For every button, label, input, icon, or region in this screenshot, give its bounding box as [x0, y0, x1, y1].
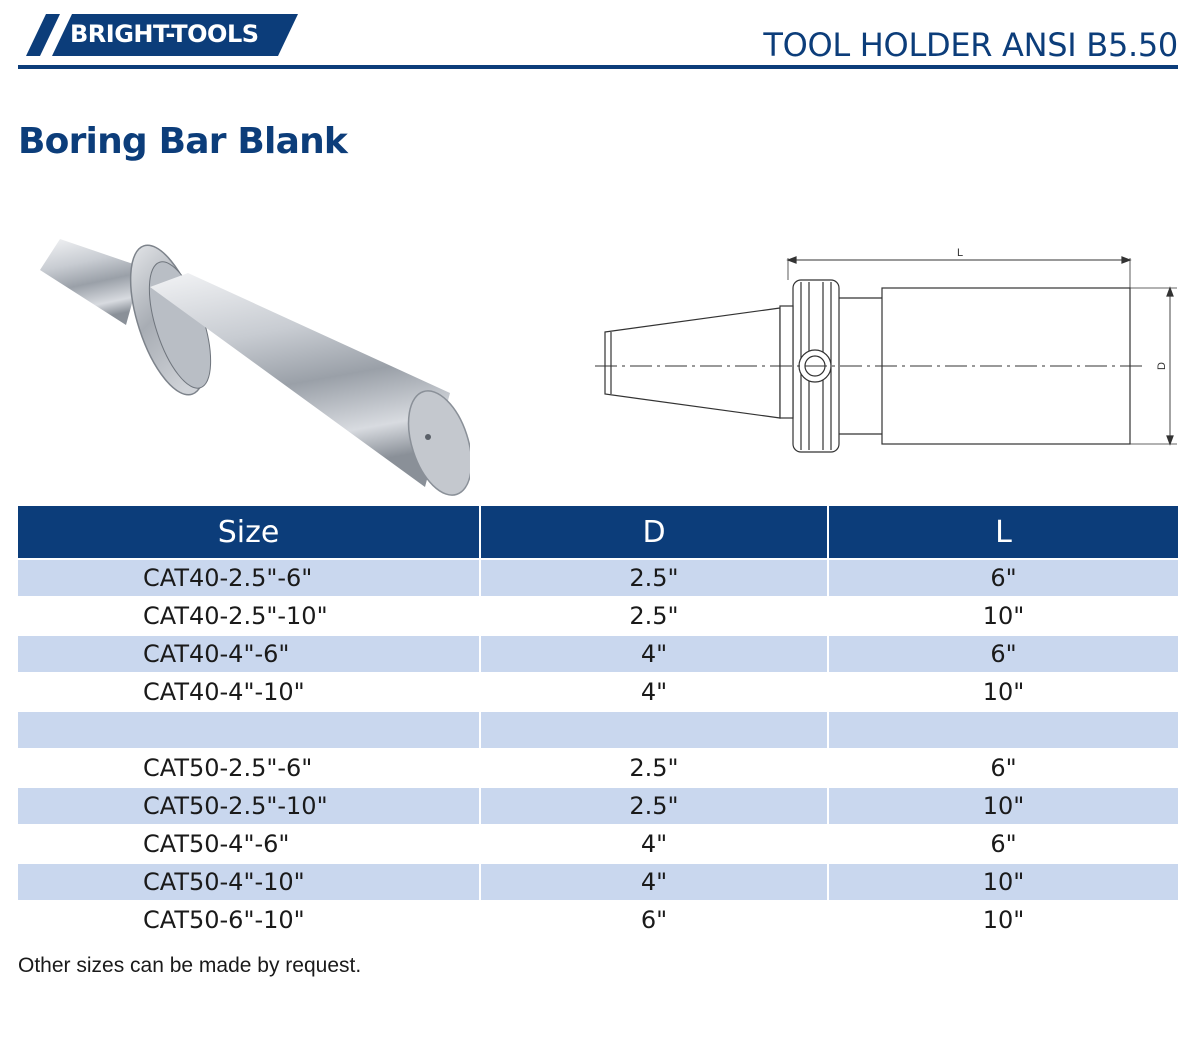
- cell-size: CAT50-6"-10": [18, 901, 480, 938]
- cell-l: 10": [828, 863, 1178, 901]
- cell-l: 10": [828, 901, 1178, 938]
- cell-d: 2.5": [480, 597, 828, 635]
- table-row: [18, 863, 1178, 901]
- cell-l: 10": [828, 787, 1178, 825]
- cell-l: [828, 711, 1178, 749]
- cell-size: CAT40-2.5"-10": [18, 597, 480, 635]
- cell-l: 6": [828, 635, 1178, 673]
- product-photo: [30, 225, 470, 510]
- boring-bar-image-icon: [30, 225, 470, 510]
- column-header-size: Size: [18, 506, 480, 559]
- cell-d: 4": [480, 673, 828, 711]
- dimension-drawing-icon: [595, 240, 1190, 465]
- table-row: [18, 901, 1178, 938]
- column-header-d: D: [480, 506, 828, 559]
- cell-d: 6": [480, 901, 828, 938]
- table-row: [18, 787, 1178, 825]
- table-row-spacer: [18, 711, 1178, 749]
- cell-d: [480, 711, 828, 749]
- cell-l: 6": [828, 749, 1178, 787]
- cell-l: 6": [828, 825, 1178, 863]
- cell-size: CAT40-4"-6": [18, 635, 480, 673]
- table-row: [18, 673, 1178, 711]
- cell-l: 10": [828, 673, 1178, 711]
- cell-d: 2.5": [480, 787, 828, 825]
- cell-l: 10": [828, 597, 1178, 635]
- footnote: Other sizes can be made by request.: [18, 954, 362, 977]
- cell-size: CAT50-4"-6": [18, 825, 480, 863]
- cell-d: 4": [480, 825, 828, 863]
- cell-size: CAT40-4"-10": [18, 673, 480, 711]
- spec-table: [18, 506, 1178, 938]
- header-title: TOOL HOLDER ANSI B5.50: [763, 26, 1178, 64]
- cell-d: 2.5": [480, 559, 828, 597]
- cell-size: CAT50-4"-10": [18, 863, 480, 901]
- table-row: [18, 559, 1178, 597]
- column-header-l: L: [828, 506, 1178, 559]
- table-row: [18, 597, 1178, 635]
- cell-size: CAT50-2.5"-10": [18, 787, 480, 825]
- cell-size: CAT50-2.5"-6": [18, 749, 480, 787]
- cell-size: [18, 711, 480, 749]
- cell-d: 4": [480, 635, 828, 673]
- diameter-label: D: [1156, 362, 1168, 370]
- length-label: L: [957, 247, 964, 259]
- table-row: [18, 749, 1178, 787]
- page-title: Boring Bar Blank: [18, 121, 348, 162]
- logo-text: BRIGHT-TOOLS: [70, 20, 259, 48]
- cell-l: 6": [828, 559, 1178, 597]
- table-row: [18, 635, 1178, 673]
- cell-d: 2.5": [480, 749, 828, 787]
- technical-drawing: [595, 240, 1190, 465]
- cell-size: CAT40-2.5"-6": [18, 559, 480, 597]
- table-header-row: [18, 506, 1178, 559]
- header-divider: [18, 65, 1178, 69]
- cell-d: 4": [480, 863, 828, 901]
- table-row: [18, 825, 1178, 863]
